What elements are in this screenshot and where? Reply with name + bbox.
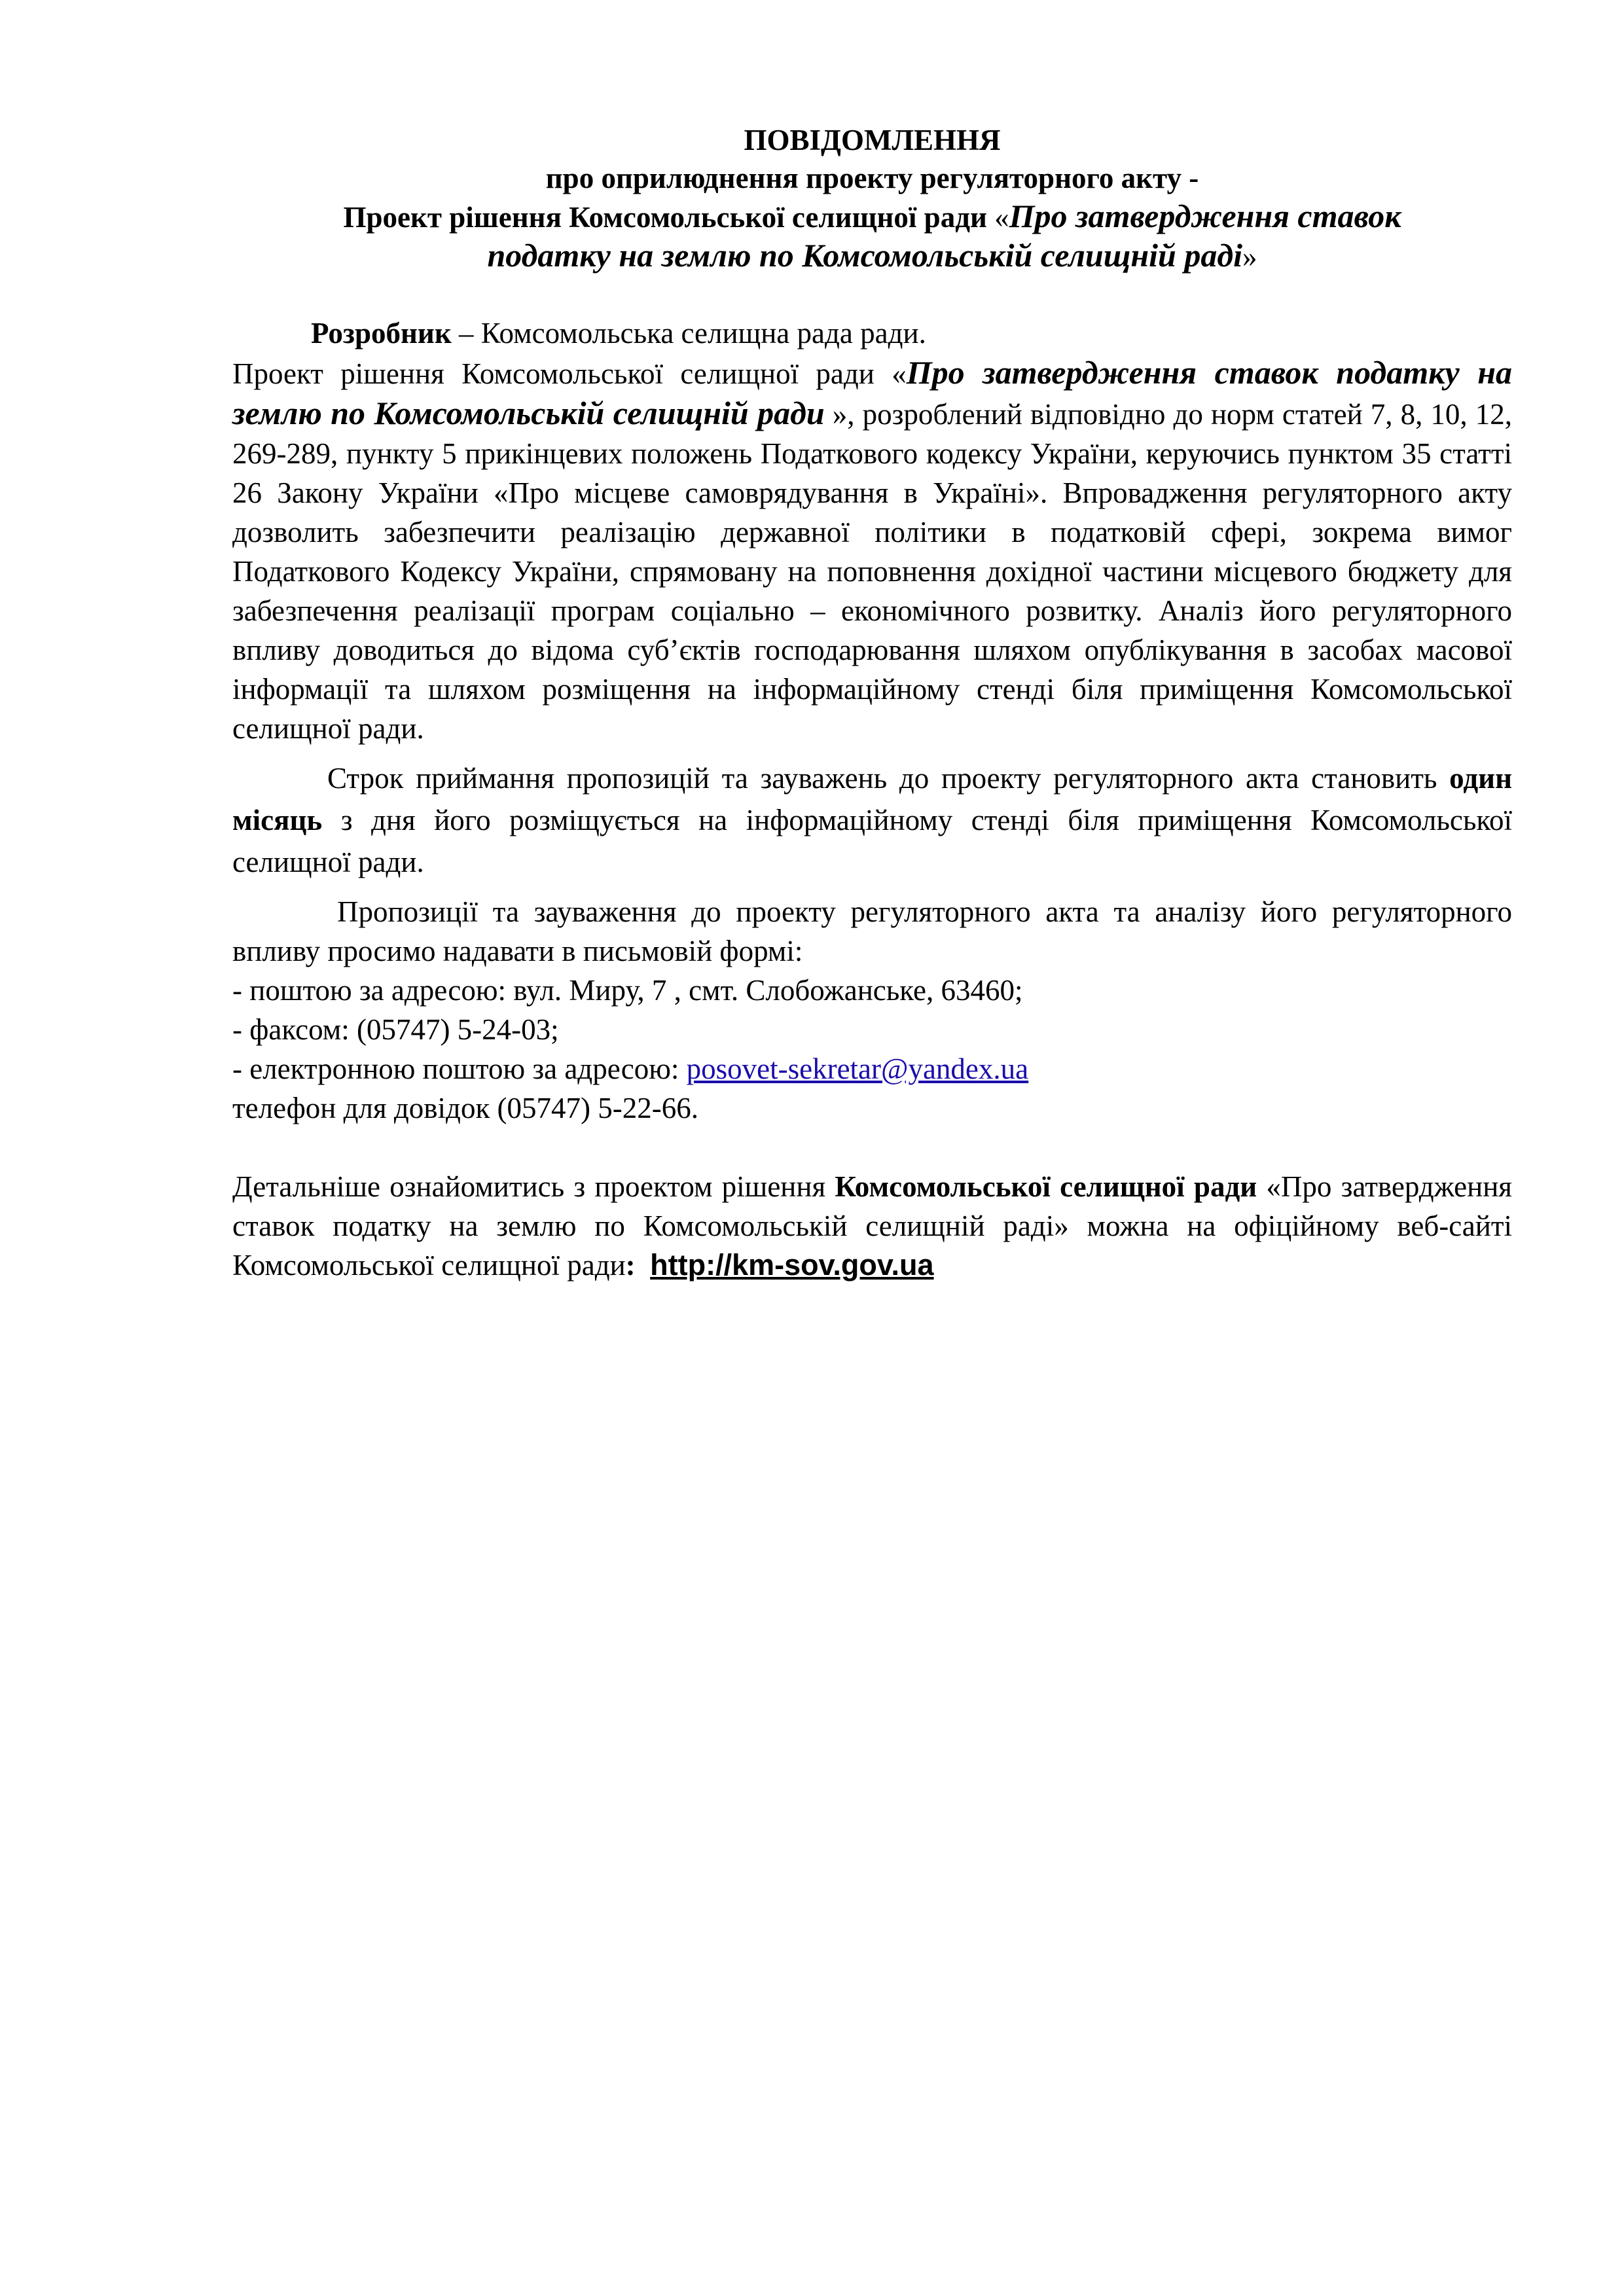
paragraph-details-colon: : [625, 1249, 636, 1282]
heading-project-prefix: Проект рішення Комсомольської селищної ради [343, 201, 995, 234]
heading-project-line-2 [232, 236, 1512, 276]
paragraph-deadline [232, 757, 1512, 883]
heading-quote-open: « [994, 201, 1009, 234]
developer-label: Розробник [311, 317, 452, 350]
paragraph-project [232, 353, 1512, 748]
contact-email-line [232, 1049, 1512, 1088]
paragraph-details-text: «Про затвердження ставок податку на землю по Комсомольській селищній раді» можна на офіційному веб-сайті Комсомольської селищної ради [232, 1170, 1512, 1282]
contact-phone: телефон для довідок (05747) 5-22-66. [232, 1092, 699, 1124]
contact-post: - поштою за адресою: вул. Миру, 7 , смт. Слобожанське, 63460; [232, 974, 1023, 1007]
heading-project-title-part1: Про затвердження ставок [1009, 198, 1401, 234]
paragraph-proposals: Пропозиції та зауваження до проекту регуляторного акта та аналізу його регуляторного впливу просимо надавати в письмовій формі: [232, 895, 1512, 967]
heading-project-title-part2: податку на землю по Комсомольській селищній раді [487, 237, 1243, 274]
paragraph-deadline-text: з дня його розміщується на інформаційному стенді біля приміщення Комсомольської селищної ради. [232, 804, 1512, 878]
document-heading [232, 121, 1512, 276]
document-page [232, 121, 1512, 1285]
developer-line [232, 314, 1512, 353]
contact-email-link[interactable]: posovet-sekretar@yandex.ua [686, 1052, 1029, 1085]
developer-text: – Комсомольська селищна рада ради. [451, 317, 926, 350]
paragraph-project-text: », розроблений відповідно до норм статей 7, 8, 10, 12, 269-289, пункту 5 прикінцевих положень Податкового кодексу України, керуючись пунктом 35 статті 26 Закону України «Про місцеве самоврядування в Україні». Впровадження регуляторного акту дозволить забезпечити реалізацію державної політики в податковій сфері, зокрема вимог Податкового Кодексу України, спрямовану на поповнення дохідної частини місцевого бюджету для забезпечення реалізації програм соціально – економічного розвитку. Аналіз його регуляторного впливу доводиться до відома суб’єктів господарювання шляхом опублікування в засобах масової інформації та шляхом розміщення на інформаційному стенді біля приміщення Комсомольської селищної ради. [232, 398, 1513, 745]
contact-email-prefix: - електронною поштою за адресою: [232, 1052, 687, 1085]
paragraph-details [232, 1167, 1512, 1285]
paragraph-details-bold: Комсомольської селищної ради [835, 1170, 1257, 1203]
contact-fax: - факсом: (05747) 5-24-03; [232, 1013, 559, 1046]
paragraph-deadline-prefix: Строк приймання пропозицій та зауважень до проекту регуляторного акта становить [327, 762, 1450, 795]
heading-subtitle: про оприлюднення проекту регуляторного акту - [545, 162, 1199, 194]
paragraph-project-prefix: Проект рішення Комсомольської селищної ради « [232, 357, 907, 390]
paragraph-project-title: Про затвердження ставок податку на землю по Комсомольській селищній ради [232, 354, 1512, 431]
paragraph-deadline-bold: один місяць [232, 762, 1512, 836]
paragraph-details-prefix: Детальніше ознайомитись з проектом рішення [232, 1170, 835, 1203]
heading-title: ПОВІДОМЛЕННЯ [744, 124, 1001, 156]
heading-project-line [232, 197, 1512, 236]
website-link[interactable]: http://km-sov.gov.ua [650, 1248, 934, 1282]
heading-quote-close: » [1242, 240, 1257, 273]
